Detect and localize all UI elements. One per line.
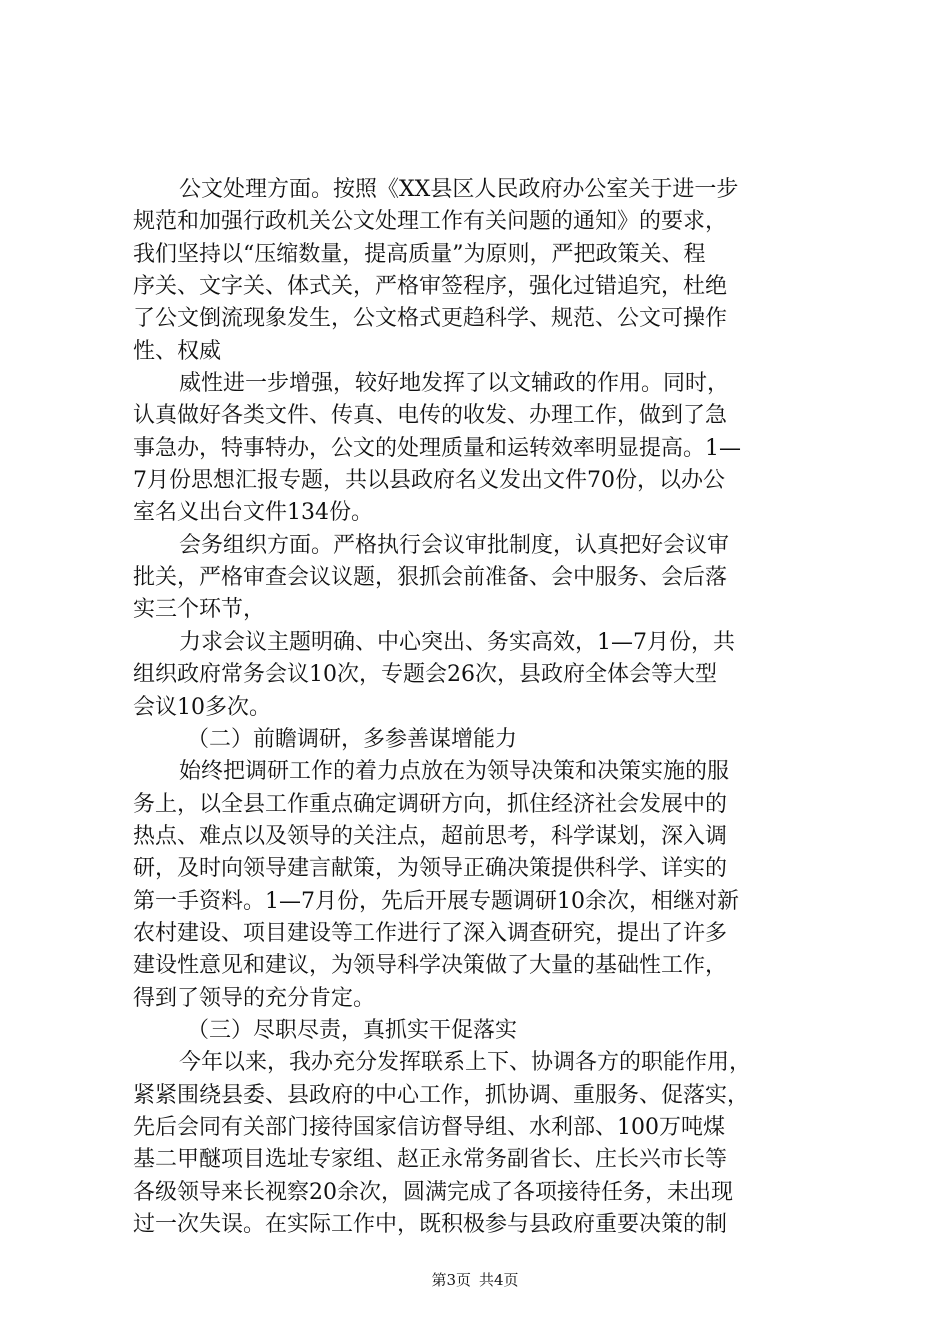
section-heading: （三）尽职尽责，真抓实干促落实: [187, 1017, 518, 1043]
text-line: 室名义出台文件134份。: [133, 500, 373, 526]
text-line: 了公文倒流现象发生，公文格式更趋科学、规范、公文可操作: [133, 306, 728, 332]
page-number: 第3页: [431, 1271, 471, 1289]
text-line: 认真做好各类文件、传真、电传的收发、办理工作，做到了急: [133, 403, 728, 429]
text-line: 我们坚持以“压缩数量，提高质量”为原则，严把政策关、程: [133, 241, 706, 267]
text-line: 会务组织方面。严格执行会议审批制度，认真把好会议审: [179, 532, 730, 558]
text-line: 7月份思想汇报专题，共以县政府名义发出文件70份，以办公: [133, 468, 725, 494]
text-line: 批关，严格审查会议议题，狠抓会前准备、会中服务、会后落: [133, 565, 728, 591]
text-line: 研，及时向领导建言献策，为领导正确决策提供科学、详实的: [133, 856, 728, 882]
text-line: 过一次失误。在实际工作中，既积极参与县政府重要决策的制: [133, 1212, 728, 1237]
page-total: 共4页: [479, 1271, 519, 1289]
text-line: 公文处理方面。按照《XX县区人民政府办公室关于进一步: [179, 177, 739, 202]
text-line: 事急办，特事特办，公文的处理质量和运转效率明显提高。1—: [133, 435, 741, 461]
document-body: [133, 174, 827, 1241]
text-line: 紧紧围绕县委、县政府的中心工作，抓协调、重服务、促落实，: [133, 1082, 750, 1108]
text-line: 组织政府常务会议10次，专题会26次，县政府全体会等大型: [133, 662, 717, 688]
text-line: 会议10多次。: [133, 694, 271, 720]
section-heading: （二）前瞻调研，多参善谋增能力: [187, 726, 518, 752]
text-line: 热点、难点以及领导的关注点，超前思考，科学谋划，深入调: [133, 823, 728, 849]
text-line: 规范和加强行政机关公文处理工作有关问题的通知》的要求，: [133, 209, 728, 235]
text-line: 基二甲醚项目选址专家组、赵正永常务副省长、庄长兴市长等: [133, 1147, 728, 1173]
text-line: 建设性意见和建议，为领导科学决策做了大量的基础性工作，: [133, 953, 728, 979]
text-line: 务上，以全县工作重点确定调研方向，抓住经济社会发展中的: [133, 791, 728, 817]
text-line: 第一手资料。1—7月份，先后开展专题调研10余次，相继对新: [133, 888, 739, 914]
text-line: 威性进一步增强，较好地发挥了以文辅政的作用。同时，: [179, 371, 730, 397]
text-line: 始终把调研工作的着力点放在为领导决策和决策实施的服: [179, 759, 730, 785]
text-line: 各级领导来长视察20余次，圆满完成了各项接待任务，未出现: [133, 1179, 733, 1205]
text-line: 先后会同有关部门接待国家信访督导组、水利部、100万吨煤: [133, 1114, 725, 1140]
text-line: 实三个环节，: [133, 597, 266, 623]
page-footer: [0, 1270, 950, 1290]
text-line: 序关、文字关、体式关，严格审签程序，强化过错追究，杜绝: [133, 274, 728, 300]
text-line: 性、权威: [133, 338, 222, 364]
text-line: 得到了领导的充分肯定。: [133, 985, 376, 1011]
text-line: 力求会议主题明确、中心突出、务实高效，1—7月份，共: [179, 629, 735, 655]
text-line: 今年以来，我办充分发挥联系上下、协调各方的职能作用，: [179, 1050, 752, 1076]
text-line: 农村建设、项目建设等工作进行了深入调查研究，提出了许多: [133, 920, 728, 946]
